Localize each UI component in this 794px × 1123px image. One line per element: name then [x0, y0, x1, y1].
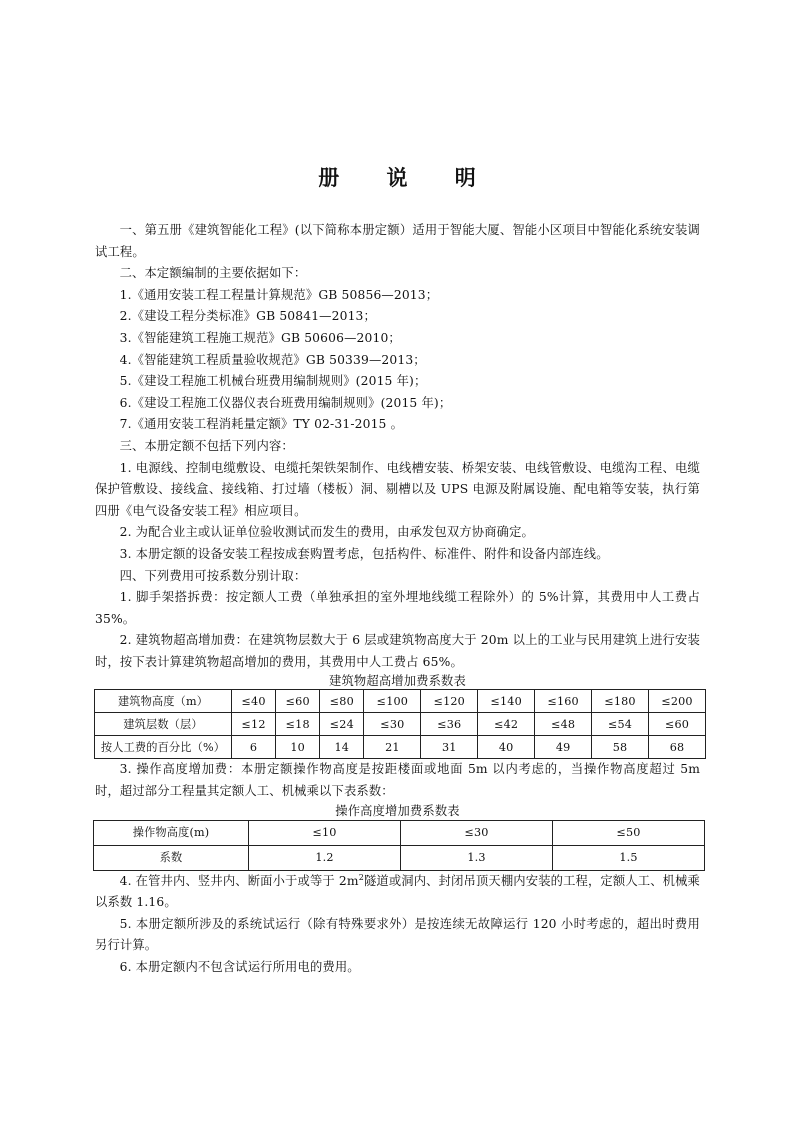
table-cell: ≤30: [364, 713, 421, 736]
paragraph-17: 3. 操作高度增加费：本册定额操作物高度是按距楼面或地面 5m 以内考虑的，当操作物高度超过 5m 时，超过部分工程量其定额人工、机械乘以下表系数：: [95, 762, 700, 799]
paragraph-2: 二、本定额编制的主要依据如下：: [119, 266, 307, 281]
paragraph-13: 3. 本册定额的设备安装工程按成套购置考虑，包括构件、标准件、附件和设备内部连线。: [119, 546, 609, 561]
paragraph-9: 7.《通用安装工程消耗量定额》TY 02-31-2015 。: [119, 417, 404, 432]
table-cell: 10: [276, 736, 320, 759]
table-cell: 建筑层数（层）: [95, 713, 232, 736]
table1-caption: 建筑物超高增加费系数表: [329, 674, 466, 689]
superscript-2: 2: [358, 872, 364, 882]
paragraph-3: 1.《通用安装工程工程量计算规范》GB 50856—2013；: [119, 287, 439, 302]
paragraph-7: 5.《建设工程施工机械台班费用编制规则》(2015 年)；: [119, 374, 427, 389]
table-row: [95, 690, 706, 713]
document-body: [95, 220, 700, 979]
paragraph-18-end: 隧道或洞内、封闭吊顶天棚内安装的工程，定额人工、机械乘以系数 1.16。: [95, 873, 701, 910]
table-cell: 建筑物高度（m）: [95, 690, 232, 713]
paragraph-10: 三、本册定额不包括下列内容：: [119, 438, 294, 453]
table-cell: ≤60: [648, 713, 705, 736]
table-row: [94, 845, 705, 870]
table-cell: ≤12: [232, 713, 276, 736]
paragraph-14: 四、下列费用可按系数分别计取：: [119, 568, 307, 583]
table-cell: 6: [232, 736, 276, 759]
table-cell: ≤30: [401, 820, 553, 845]
table-cell: ≤42: [478, 713, 535, 736]
table-cell: ≤18: [276, 713, 320, 736]
paragraph-18: [95, 871, 700, 914]
table-cell: ≤140: [478, 690, 535, 713]
table-cell: 1.3: [401, 845, 553, 870]
paragraph-5: 3.《智能建筑工程施工规范》GB 50606—2010；: [119, 330, 401, 345]
height-surcharge-table: [94, 689, 706, 759]
paragraph-1: 一、第五册《建筑智能化工程》(以下简称本册定额）适用于智能大厦、智能小区项目中智能化系统安装调试工程。: [95, 223, 700, 259]
table-cell: ≤54: [592, 713, 649, 736]
table-row: [95, 713, 706, 736]
paragraph-19: 5. 本册定额所涉及的系统试运行（除有特殊要求外）是按连续无故障运行 120 小时考虑的，超出时费用另行计算。: [95, 916, 700, 953]
table-cell: ≤50: [553, 820, 705, 845]
page-title: 册 说 明: [318, 166, 496, 190]
table-cell: ≤100: [364, 690, 421, 713]
paragraph-16: 2. 建筑物超高增加费：在建筑物层数大于 6 层或建筑物高度大于 20m 以上的工业与民用建筑上进行安装时，按下表计算建筑物超高增加的费用，其费用中人工费占 65%。: [95, 633, 700, 669]
table-cell: 按人工费的百分比（%）: [95, 736, 232, 759]
table-cell: ≤60: [276, 690, 320, 713]
table-cell: 系数: [94, 845, 249, 870]
table-row: [95, 736, 706, 759]
table-cell: ≤24: [320, 713, 364, 736]
table-cell: 58: [592, 736, 649, 759]
table-cell: 14: [320, 736, 364, 759]
table-cell: 21: [364, 736, 421, 759]
paragraph-6: 4.《智能建筑工程质量验收规范》GB 50339—2013；: [119, 352, 426, 367]
table-cell: 1.2: [249, 845, 401, 870]
table-cell: 40: [478, 736, 535, 759]
table-cell: 49: [535, 736, 592, 759]
table2-caption: 操作高度增加费系数表: [335, 803, 460, 818]
table-cell: ≤160: [535, 690, 592, 713]
table-cell: ≤48: [535, 713, 592, 736]
table-cell: ≤36: [421, 713, 478, 736]
paragraph-18-start: 4. 在管井内、竖井内、断面小于或等于 2m: [119, 873, 359, 888]
paragraph-8: 6.《建设工程施工仪器仪表台班费用编制规则》(2015 年)；: [119, 395, 452, 410]
table-cell: ≤40: [232, 690, 276, 713]
table-cell: 1.5: [553, 845, 705, 870]
table-cell: ≤200: [648, 690, 705, 713]
operation-height-table: [93, 820, 705, 871]
paragraph-15: 1. 脚手架搭拆费：按定额人工费（单独承担的室外埋地线缆工程除外）的 5%计算，其费用中人工费占 35%。: [95, 590, 700, 626]
table-cell: ≤10: [249, 820, 401, 845]
paragraph-12: 2. 为配合业主或认证单位验收测试而发生的费用，由承发包双方协商确定。: [119, 525, 534, 540]
table-cell: 操作物高度(m): [94, 820, 249, 845]
table-cell: 68: [648, 736, 705, 759]
table-row: [94, 820, 705, 845]
paragraph-4: 2.《建设工程分类标准》GB 50841—2013；: [119, 309, 376, 324]
paragraph-11: 1. 电源线、控制电缆敷设、电缆托架铁架制作、电线槽安装、桥架安装、电线管敷设、电缆沟工程、电缆保护管敷设、接线盒、接线箱、打过墙（楼板）洞、剔槽以及 UPS 电源及附属设施、配电箱等安装，执行第四册《电气设备安装工程》相应项目。: [95, 460, 700, 518]
paragraph-20: 6. 本册定额内不包含试运行所用电的费用。: [119, 960, 360, 975]
table-cell: ≤80: [320, 690, 364, 713]
table-cell: ≤120: [421, 690, 478, 713]
table-cell: ≤180: [592, 690, 649, 713]
table-cell: 31: [421, 736, 478, 759]
